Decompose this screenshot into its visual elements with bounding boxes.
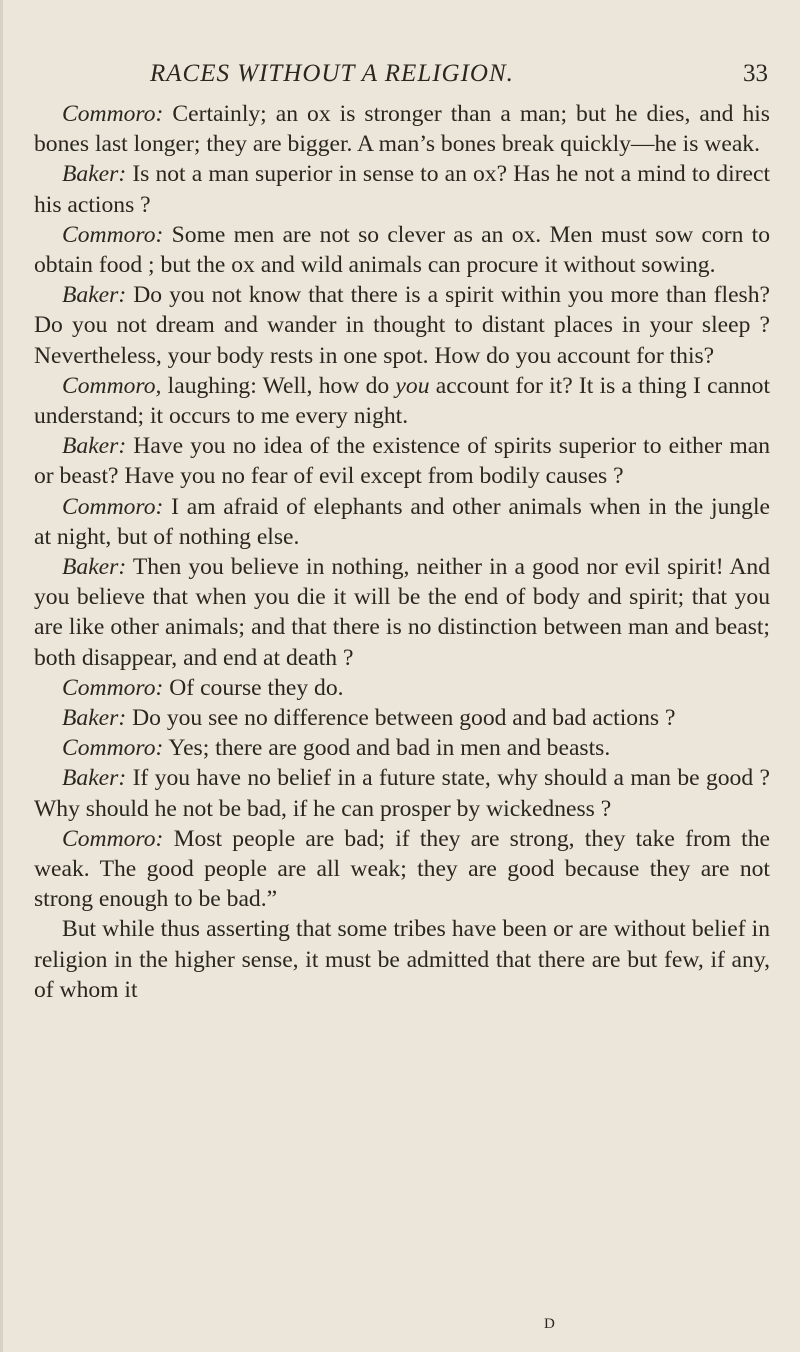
paragraph: [34, 280, 770, 371]
speaker-name: Commoro:: [62, 674, 164, 701]
paragraph-text: Is not a man superior in sense to an ox? Has he not a mind to direct his actions ?: [34, 161, 770, 218]
speaker-name: Baker:: [62, 554, 127, 581]
paragraph-text: Have you no idea of the existence of spirits superior to either man or beast? Have you no fear of evil except from bodily causes ?: [34, 433, 770, 490]
speaker-name: Baker:: [62, 765, 127, 792]
speaker-name: Commoro:: [62, 735, 164, 762]
paragraph: [34, 220, 770, 280]
paragraph-text: But while thus asserting that some tribes have been or are without belief in religion in the higher sense, it must be admitted that there are but few, if any, of whom it: [34, 916, 770, 1003]
paragraph-text: If you have no belief in a future state, why should a man be good ? Why should he not be bad, if he can prosper by wickedness ?: [34, 765, 770, 822]
page-edge: [0, 0, 3, 1352]
running-title: RACES WITHOUT A RELIGION.: [150, 60, 514, 87]
paragraph-text: Do you see no difference between good and bad actions ?: [126, 705, 676, 732]
paragraph-text: Do you not know that there is a spirit within you more than flesh? Do you not dream and wander in thought to distant places in your sleep ? Nevertheless, your body rests in one spot. How do you account for this?: [34, 282, 770, 369]
paragraph: [34, 371, 770, 431]
paragraph-text: Certainly; an ox is stronger than a man; but he dies, and his bones last longer; they are bigger. A man’s bones break quickly—he is weak.: [34, 101, 770, 158]
speaker-name: Commoro:: [62, 825, 164, 852]
speaker-name: Commoro:: [62, 101, 164, 127]
paragraph-text: Of course they do.: [163, 674, 344, 701]
paragraph: [34, 914, 770, 1005]
paragraph: [34, 733, 770, 763]
paragraph: [34, 431, 770, 491]
paragraph: [34, 492, 770, 552]
body-text: [34, 99, 770, 1005]
emphasis-word: you: [395, 372, 430, 399]
paragraph-text: laughing: Well, how do: [161, 372, 396, 399]
paragraph-text: Some men are not so clever as an ox. Men must sow corn to obtain food ; but the ox and wild animals can procure it without sowing.: [34, 221, 770, 279]
speaker-name: Commoro:: [62, 221, 164, 248]
paragraph: [34, 763, 770, 823]
paragraph-text: Most people are bad; if they are strong, they take from the weak. The good people are all weak; they are good because they are not strong enough to be bad.”: [34, 825, 770, 913]
paragraph: [34, 159, 770, 219]
page-number: 33: [743, 60, 768, 87]
speaker-name: Commoro,: [62, 372, 162, 399]
paragraph: [34, 703, 770, 733]
speaker-name: Baker:: [62, 282, 127, 309]
paragraph-text: account for it? It is a thing I cannot understand; it occurs to me every night.: [34, 372, 770, 430]
paragraph-text: Yes; there are good and bad in men and beasts.: [163, 735, 611, 762]
speaker-name: Baker:: [62, 705, 127, 732]
paragraph-text: I am afraid of elephants and other animals when in the jungle at night, but of nothing else.: [34, 493, 770, 550]
paragraph: [34, 552, 770, 673]
paragraph: [34, 99, 770, 159]
paragraph-text: Then you believe in nothing, neither in a good nor evil spirit! And you believe that when you die it will be the end of body and spirit; that you are like other animals; and that there is no distinction between man and beast; both disappear, and end at death ?: [34, 554, 770, 671]
speaker-name: Baker:: [62, 433, 127, 460]
paragraph: [34, 673, 770, 703]
speaker-name: Baker:: [62, 161, 127, 188]
signature-mark: D: [544, 1316, 556, 1332]
speaker-name: Commoro:: [62, 493, 164, 520]
page-header: [150, 60, 768, 94]
paragraph: [34, 824, 770, 915]
